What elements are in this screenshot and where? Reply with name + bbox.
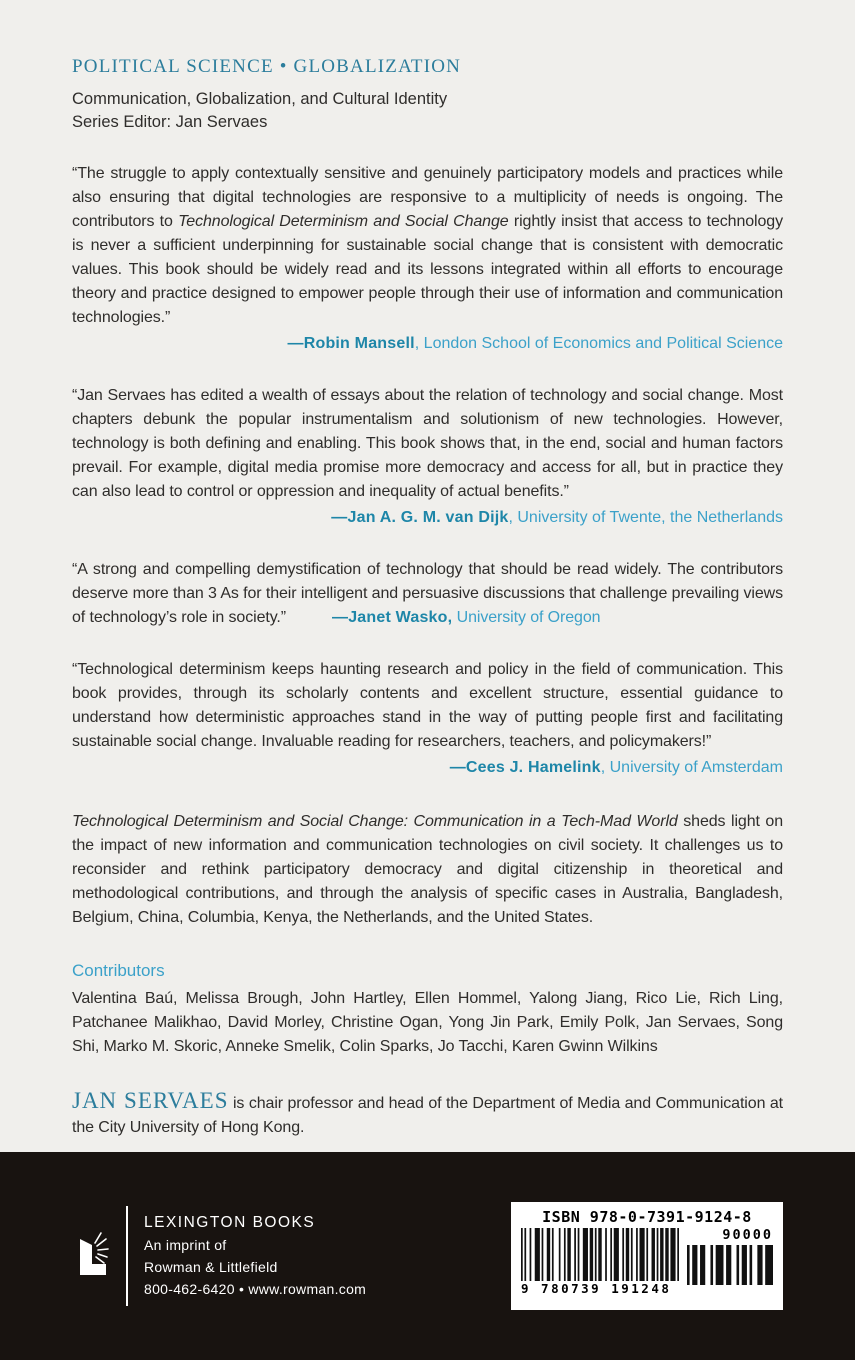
ean-digits: 9 780739 191248 bbox=[521, 1281, 672, 1296]
quote-segment: rightly insist that access to technology is never a sufficient underpinning for sustainable social change that is consistent with democratic values. This book should be widely read and its lessons integrated within all efforts to encourage theory and practice designed to empower people through their use of information and communication technologies.” bbox=[72, 213, 783, 326]
description-text bbox=[72, 810, 783, 930]
quote-segment: “A strong and compelling demystification of technology that should be read widely. The contributors deserve more than 3 As for their intelligent and persuasive discussions that challenge prevailing views of technology’s role in society.” bbox=[72, 561, 783, 626]
imprint-line-1: An imprint of bbox=[144, 1237, 227, 1253]
reviewer-affiliation: , London School of Economics and Political Science bbox=[414, 335, 783, 352]
review-quote-4 bbox=[72, 658, 783, 780]
publisher-contact: 800-462-6420 • www.rowman.com bbox=[144, 1281, 367, 1297]
barcode-icon bbox=[521, 1228, 679, 1281]
reviewer-affiliation: , University of Amsterdam bbox=[600, 759, 783, 776]
quote-attribution bbox=[72, 756, 783, 780]
quote-segment: “The struggle to apply contextually sensitive and genuinely participatory models and practices while also ensuring that digital technologies are responsive to a multiplicity of needs is ongoing. The contributors to bbox=[72, 165, 783, 230]
series-editor: Series Editor: Jan Servaes bbox=[72, 113, 268, 131]
author-bio-text bbox=[72, 1089, 783, 1140]
reviewer-name: —Jan A. G. M. van Dijk bbox=[331, 509, 509, 526]
review-quote-2 bbox=[72, 384, 783, 530]
contributors-names: Valentina Baú, Melissa Brough, John Hartley, Ellen Hommel, Yalong Jiang, Rico Lie, Rich Ling, Patchanee Malikhao, David Morley, Christine Ogan, Yong Jin Park, Emily Polk, Jan Servaes, Song Shi, Marko M. Skoric, Anneke Smelik, Colin Sparks, Jo Tacchi, Karen Gwinn Wilkins bbox=[72, 990, 783, 1055]
quote-attribution bbox=[72, 506, 783, 530]
reviewer-affiliation: University of Oregon bbox=[452, 609, 601, 626]
review-quote-1 bbox=[72, 162, 783, 356]
isbn-number: ISBN 978-0-7391-9124-8 bbox=[542, 1208, 752, 1226]
quote-text bbox=[72, 558, 783, 630]
category-line: POLITICAL SCIENCE • GLOBALIZATION bbox=[72, 56, 462, 77]
quote-attribution bbox=[72, 332, 783, 356]
author-bio-segment: is chair professor and head of the Department of Media and Communication at the City University of Hong Kong. bbox=[72, 1095, 783, 1136]
book-title-italic: Technological Determinism and Social Change bbox=[178, 213, 509, 230]
contributors-heading: Contributors bbox=[72, 961, 165, 980]
quote-text: “Jan Servaes has edited a wealth of essays about the relation of technology and social change. Most chapters debunk the popular instrumentalism and solutionism of new technologies. However, technology is both defining and enabling. This book shows that, in the end, social and human factors prevail. For example, digital media promise more democracy and access for all, but in practice they can also lead to control or oppression and inequality of actual benefits.” bbox=[72, 387, 783, 500]
divider bbox=[126, 1206, 128, 1306]
ean-barcode bbox=[521, 1228, 679, 1296]
publisher-footer bbox=[0, 1152, 855, 1360]
series-title: Communication, Globalization, and Cultural Identity bbox=[72, 90, 448, 108]
quote-text: “Technological determinism keeps haunting research and policy in the field of communication. This book provides, through its scholarly contents and excellent structure, essential guidance to understand how deterministic approaches stand in the way of putting people first and facilitating sustainable social change. Invaluable reading for researchers, teachers, and policymakers!” bbox=[72, 661, 783, 750]
barcode-addon-icon bbox=[687, 1245, 773, 1285]
reviewer-name: —Janet Wasko, bbox=[332, 609, 453, 626]
reviewer-name: —Cees J. Hamelink bbox=[449, 759, 601, 776]
author-bio bbox=[72, 1089, 783, 1140]
imprint-line-2: Rowman & Littlefield bbox=[144, 1259, 278, 1275]
reviewer-affiliation: , University of Twente, the Netherlands bbox=[508, 509, 783, 526]
quote-text bbox=[72, 162, 783, 330]
price-code: 90000 bbox=[722, 1227, 773, 1243]
contributors-section bbox=[72, 960, 783, 1059]
publisher-name: LEXINGTON BOOKS bbox=[144, 1214, 316, 1231]
book-description bbox=[72, 810, 783, 930]
book-title-italic: Technological Determinism and Social Change: Communication in a Tech-Mad World bbox=[72, 813, 678, 830]
price-addon-barcode bbox=[687, 1228, 773, 1296]
review-quote-3 bbox=[72, 558, 783, 630]
reviewer-name: —Robin Mansell bbox=[287, 335, 415, 352]
description-segment: sheds light on the impact of new information and communication technologies on civil society. It challenges us to reconsider and rethink participatory democracy and digital citizenship in theoretical and methodological contributions, and through the analysis of specific cases in Australia, Bangladesh, Belgium, China, Columbia, Kenya, the Netherlands, and the United States. bbox=[72, 813, 783, 926]
barcode-label bbox=[511, 1202, 783, 1310]
author-name: JAN SERVAES bbox=[72, 1088, 229, 1113]
barcode-bars-row bbox=[521, 1228, 773, 1296]
publisher-brand bbox=[72, 1206, 366, 1306]
publisher-text bbox=[144, 1214, 366, 1298]
lexington-logo-icon bbox=[72, 1230, 112, 1282]
